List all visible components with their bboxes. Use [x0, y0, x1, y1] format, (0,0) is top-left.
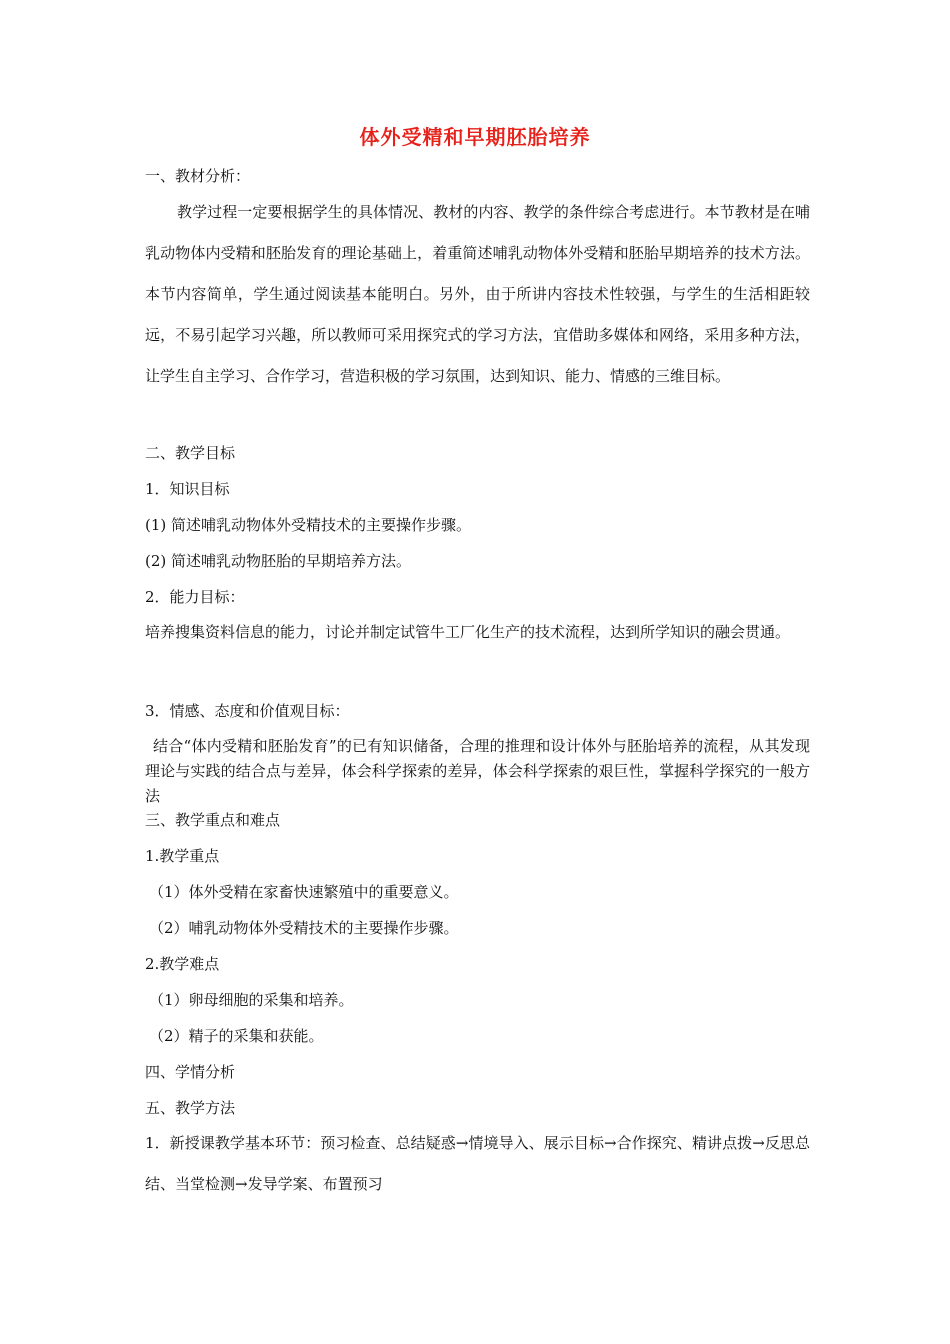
section-heading-teaching-methods: 五、教学方法 — [145, 1099, 236, 1117]
section-heading-textbook-analysis: 一、教材分析： — [145, 167, 251, 185]
document-title: 体外受精和早期胚胎培养 — [359, 125, 591, 149]
teaching-focus-item-2: （2）哺乳动物体外受精技术的主要操作步骤。 — [149, 919, 459, 937]
section-heading-key-points: 三、教学重点和难点 — [145, 811, 281, 829]
subheading-teaching-focus: 1.教学重点 — [145, 847, 220, 865]
teaching-difficulty-item-2: （2）精子的采集和获能。 — [149, 1027, 324, 1045]
subheading-ability-goals: 2．能力目标： — [145, 588, 245, 606]
subheading-knowledge-goals: 1．知识目标 — [145, 480, 230, 498]
subheading-teaching-difficulties: 2.教学难点 — [145, 955, 220, 973]
emotion-goals-paragraph: 结合“体内受精和胚胎发育”的已有知识储备，合理的推理和设计体外与胚胎培养的流程，从其发现理论与实践的结合点与差异，体会科学探索的差异，体会科学探索的艰巨性，掌握科学探究的一般方法 — [145, 737, 810, 805]
teaching-methods-paragraph: 1．新授课教学基本环节：预习检查、总结疑惑→情境导入、展示目标→合作探究、精讲点拨→反思总结、当堂检测→发导学案、布置预习 — [145, 1134, 810, 1193]
ability-goals-paragraph: 培养搜集资料信息的能力，讨论并制定试管牛工厂化生产的技术流程，达到所学知识的融会贯通。 — [145, 623, 791, 641]
teaching-focus-item-1: （1）体外受精在家畜快速繁殖中的重要意义。 — [149, 883, 459, 901]
knowledge-goal-item-1: (1) 简述哺乳动物体外受精技术的主要操作步骤。 — [145, 516, 472, 534]
subheading-emotion-goals: 3．情感、态度和价值观目标： — [145, 702, 350, 720]
teaching-difficulty-item-1: （1）卵母细胞的采集和培养。 — [149, 991, 354, 1009]
knowledge-goal-item-2: (2) 简述哺乳动物胚胎的早期培养方法。 — [145, 552, 412, 570]
section-heading-teaching-goals: 二、教学目标 — [145, 444, 236, 462]
textbook-analysis-paragraph: 教学过程一定要根据学生的具体情况、教材的内容、教学的条件综合考虑进行。本节教材是在哺乳动物体内受精和胚胎发育的理论基础上，着重简述哺乳动物体外受精和胚胎早期培养的技术方法。本节内容简单，学生通过阅读基本能明白。另外，由于所讲内容技术性较强，与学生的生活相距较远，不易引起学习兴趣，所以教师可采用探究式的学习方法，宜借助多媒体和网络，采用多种方法，让学生自主学习、合作学习，营造积极的学习氛围，达到知识、能力、情感的三维目标。 — [145, 203, 810, 385]
section-heading-student-analysis: 四、学情分析 — [145, 1063, 236, 1081]
